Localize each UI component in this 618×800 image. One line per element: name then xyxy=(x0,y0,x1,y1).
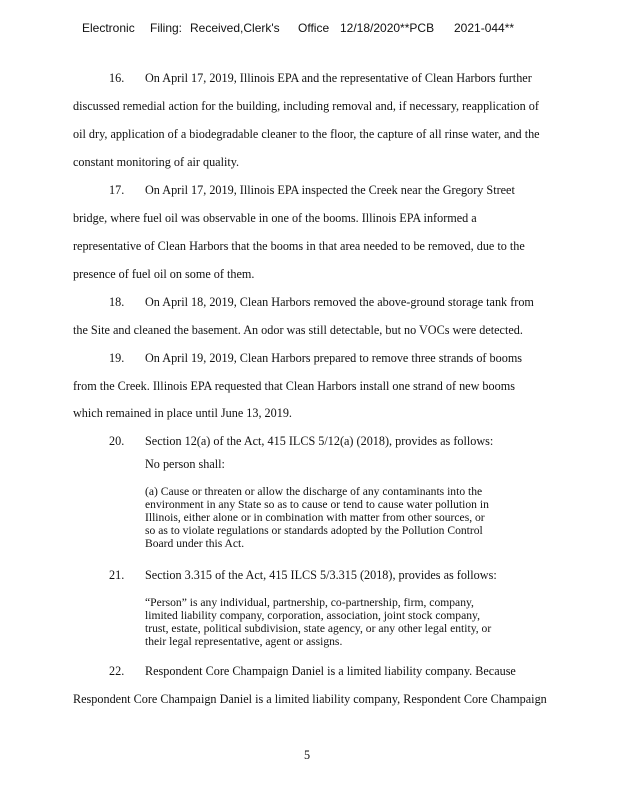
paragraph-number: 17. xyxy=(109,183,125,197)
quote-line: Board under this Act. xyxy=(145,537,245,550)
paragraph-number: 16. xyxy=(109,71,125,85)
quote-line: “Person” is any individual, partnership, co-partnership, firm, company, xyxy=(145,596,474,609)
header-office: Office xyxy=(298,21,330,35)
paragraph-number: 20. xyxy=(109,434,125,448)
quote-line: trust, estate, political subdivision, state agency, or any other legal entity, or xyxy=(145,622,492,635)
paragraph-line: On April 18, 2019, Clean Harbors removed the above-ground storage tank from xyxy=(145,295,534,309)
page-number: 5 xyxy=(304,748,311,762)
paragraph-line: the Site and cleaned the basement. An odor was still detectable, but no VOCs were detected. xyxy=(73,323,523,337)
paragraph-line: On April 17, 2019, Illinois EPA inspected the Creek near the Gregory Street xyxy=(145,183,515,197)
quote-line: their legal representative, agent or assigns. xyxy=(145,635,343,648)
paragraph-line: Section 3.315 of the Act, 415 ILCS 5/3.315 (2018), provides as follows: xyxy=(145,568,497,582)
paragraph-line: Section 12(a) of the Act, 415 ILCS 5/12(a) (2018), provides as follows: xyxy=(145,434,494,448)
quote-line: Illinois, either alone or in combination with matter from other sources, or xyxy=(145,511,485,524)
quote-line: limited liability company, corporation, association, joint stock company, xyxy=(145,609,480,622)
paragraph-number: 21. xyxy=(109,568,125,582)
quote-line: (a) Cause or threaten or allow the discharge of any contaminants into the xyxy=(145,485,483,498)
paragraph-line: Respondent Core Champaign Daniel is a limited liability company, Respondent Core Champaign xyxy=(73,692,547,706)
paragraph-line: bridge, where fuel oil was observable in one of the booms. Illinois EPA informed a xyxy=(73,211,477,225)
paragraph-number: 18. xyxy=(109,295,125,309)
paragraph-line: representative of Clean Harbors that the booms in that area needed to be removed, due to the xyxy=(73,239,525,253)
paragraph-line: discussed remedial action for the building, including removal and, if necessary, reapplication of xyxy=(73,99,539,113)
paragraph-line: Respondent Core Champaign Daniel is a limited liability company. Because xyxy=(145,664,516,678)
paragraph-number: 19. xyxy=(109,351,125,365)
paragraph-number: 22. xyxy=(109,664,125,678)
paragraph-line: On April 19, 2019, Clean Harbors prepared to remove three strands of booms xyxy=(145,351,523,365)
header-date: 12/18/2020**PCB xyxy=(340,21,435,35)
paragraph-line: which remained in place until June 13, 2019. xyxy=(73,406,292,420)
quote-intro: No person shall: xyxy=(145,457,225,471)
paragraph-line: constant monitoring of air quality. xyxy=(73,155,240,169)
header-filing: Filing: xyxy=(150,21,183,35)
paragraph-line: oil dry, application of a biodegradable cleaner to the floor, the capture of all rinse water, and the xyxy=(73,127,540,141)
quote-line: environment in any State so as to cause or tend to cause water pollution in xyxy=(145,498,489,511)
paragraph-line: On April 17, 2019, Illinois EPA and the representative of Clean Harbors further xyxy=(145,71,532,85)
paragraph-line: presence of fuel oil on some of them. xyxy=(73,267,255,281)
header-case: 2021-044** xyxy=(454,21,515,35)
header-electronic: Electronic xyxy=(82,21,135,35)
quote-line: so as to violate regulations or standards adopted by the Pollution Control xyxy=(145,524,483,537)
header-received: Received,Clerk's xyxy=(190,21,280,35)
paragraph-line: from the Creek. Illinois EPA requested that Clean Harbors install one strand of new booms xyxy=(73,379,515,393)
